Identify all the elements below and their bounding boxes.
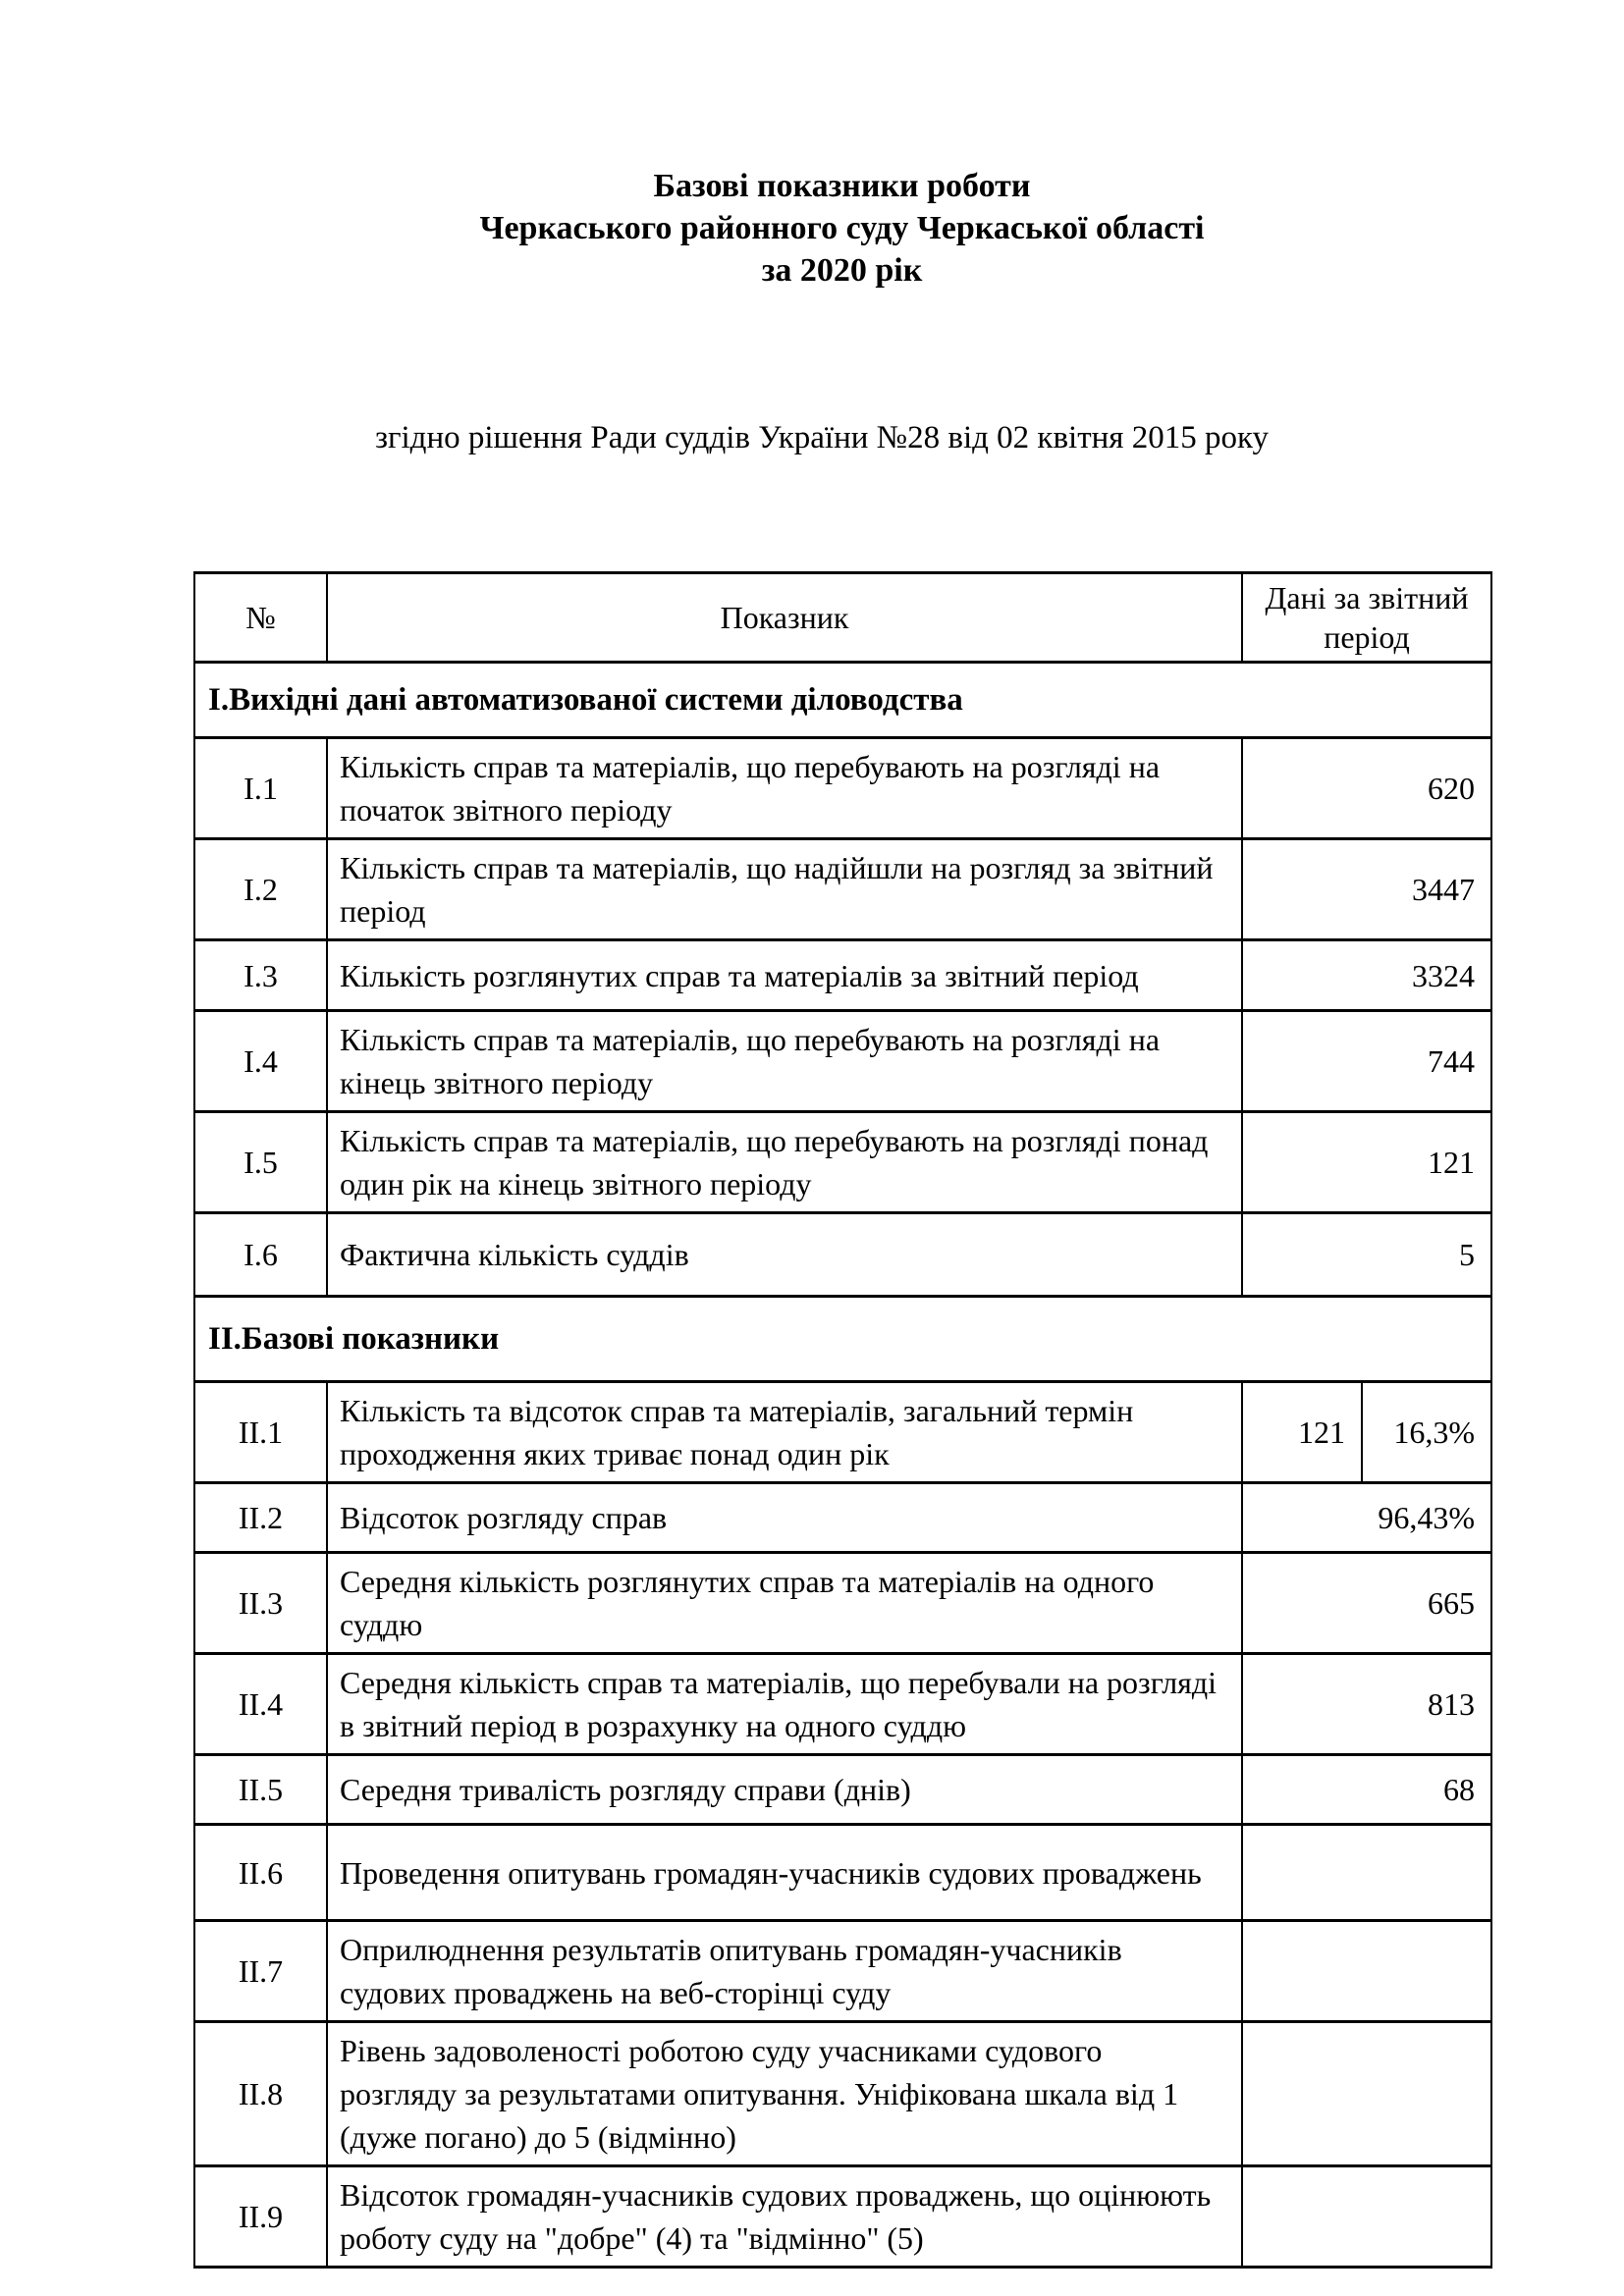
- row-indicator: Проведення опитувань громадян-учасників судових проваджень: [327, 1825, 1242, 1921]
- row-value-count: 121: [1242, 1382, 1362, 1483]
- row-number: І.3: [194, 940, 327, 1011]
- row-indicator: Фактична кількість суддів: [327, 1213, 1242, 1297]
- row-value: 68: [1242, 1755, 1491, 1825]
- row-number: І.4: [194, 1011, 327, 1112]
- row-indicator: Відсоток громадян-учасників судових проваджень, що оцінюють роботу суду на "добре" (4) та "відмінно" (5): [327, 2166, 1242, 2268]
- row-number: І.2: [194, 839, 327, 940]
- table-header-row: [194, 573, 1491, 663]
- row-value: 96,43%: [1242, 1483, 1491, 1553]
- table-row: [194, 2166, 1491, 2268]
- row-indicator: Кількість справ та матеріалів, що надійшли на розгляд за звітний період: [327, 839, 1242, 940]
- row-indicator: Кількість розглянутих справ та матеріалів за звітний період: [327, 940, 1242, 1011]
- row-number: ІІ.3: [194, 1553, 327, 1654]
- table-row: [194, 1011, 1491, 1112]
- row-value: 3447: [1242, 839, 1491, 940]
- row-number: І.6: [194, 1213, 327, 1297]
- section-1-label: І.Вихідні дані автоматизованої системи діловодства: [194, 663, 1491, 738]
- row-value: 744: [1242, 1011, 1491, 1112]
- row-indicator: Відсоток розгляду справ: [327, 1483, 1242, 1553]
- table-row: [194, 1112, 1491, 1213]
- table-row: [194, 738, 1491, 839]
- row-indicator: Кількість справ та матеріалів, що перебувають на розгляді на кінець звітного періоду: [327, 1011, 1242, 1112]
- table-row: [194, 1553, 1491, 1654]
- section-2-label: ІІ.Базові показники: [194, 1297, 1491, 1382]
- row-indicator: Кількість справ та матеріалів, що перебувають на розгляді понад один рік на кінець звітного періоду: [327, 1112, 1242, 1213]
- table-row: [194, 2022, 1491, 2166]
- table-row: [194, 1921, 1491, 2022]
- table-row: [194, 1825, 1491, 1921]
- row-value: 620: [1242, 738, 1491, 839]
- row-indicator: Кількість справ та матеріалів, що перебувають на розгляді на початок звітного періоду: [327, 738, 1242, 839]
- header-period: Дані за звітний період: [1242, 573, 1491, 663]
- row-indicator: Середня кількість розглянутих справ та матеріалів на одного суддю: [327, 1553, 1242, 1654]
- row-value: 5: [1242, 1213, 1491, 1297]
- title-line-2: Черкаського районного суду Черкаської області: [479, 210, 1205, 246]
- row-number: ІІ.4: [194, 1654, 327, 1755]
- row-value-percent: 16,3%: [1362, 1382, 1491, 1483]
- row-number: ІІ.2: [194, 1483, 327, 1553]
- document-title: [193, 165, 1490, 292]
- row-indicator: Оприлюднення результатів опитувань громадян-учасників судових проваджень на веб-сторінці суду: [327, 1921, 1242, 2022]
- row-number: ІІ.9: [194, 2166, 327, 2268]
- row-number: І.5: [194, 1112, 327, 1213]
- title-line-1: Базові показники роботи: [653, 168, 1031, 204]
- row-number: ІІ.5: [194, 1755, 327, 1825]
- row-number: ІІ.1: [194, 1382, 327, 1483]
- document-subtitle: згідно рішення Ради суддів України №28 від 02 квітня 2015 року: [374, 420, 1270, 455]
- row-value: [1242, 2166, 1491, 2268]
- title-line-3: за 2020 рік: [761, 252, 923, 289]
- row-number: І.1: [194, 738, 327, 839]
- row-number: ІІ.8: [194, 2022, 327, 2166]
- table-row: [194, 1382, 1491, 1483]
- table-row: [194, 1213, 1491, 1297]
- row-value: 665: [1242, 1553, 1491, 1654]
- row-indicator: Рівень задоволеності роботою суду учасниками судового розгляду за результатами опитування. Уніфікована шкала від 1 (дуже погано) до 5 (відмінно): [327, 2022, 1242, 2166]
- row-number: ІІ.6: [194, 1825, 327, 1921]
- row-value: [1242, 1825, 1491, 1921]
- table-row: [194, 839, 1491, 940]
- row-value: [1242, 1921, 1491, 2022]
- row-value: 121: [1242, 1112, 1491, 1213]
- row-value: 813: [1242, 1654, 1491, 1755]
- table-row: [194, 1654, 1491, 1755]
- table-row: [194, 940, 1491, 1011]
- row-indicator: Середня тривалість розгляду справи (днів): [327, 1755, 1242, 1825]
- row-indicator: Середня кількість справ та матеріалів, що перебували на розгляді в звітний період в розрахунку на одного суддю: [327, 1654, 1242, 1755]
- row-value: 3324: [1242, 940, 1491, 1011]
- header-no: №: [194, 573, 327, 663]
- row-indicator: Кількість та відсоток справ та матеріалів, загальний термін проходження яких триває понад один рік: [327, 1382, 1242, 1483]
- table-row: [194, 1755, 1491, 1825]
- row-value: [1242, 2022, 1491, 2166]
- header-indicator: Показник: [327, 573, 1242, 663]
- row-number: ІІ.7: [194, 1921, 327, 2022]
- section-row-2: [194, 1297, 1491, 1382]
- section-row-1: [194, 663, 1491, 738]
- indicators-table: [193, 571, 1492, 2269]
- table-row: [194, 1483, 1491, 1553]
